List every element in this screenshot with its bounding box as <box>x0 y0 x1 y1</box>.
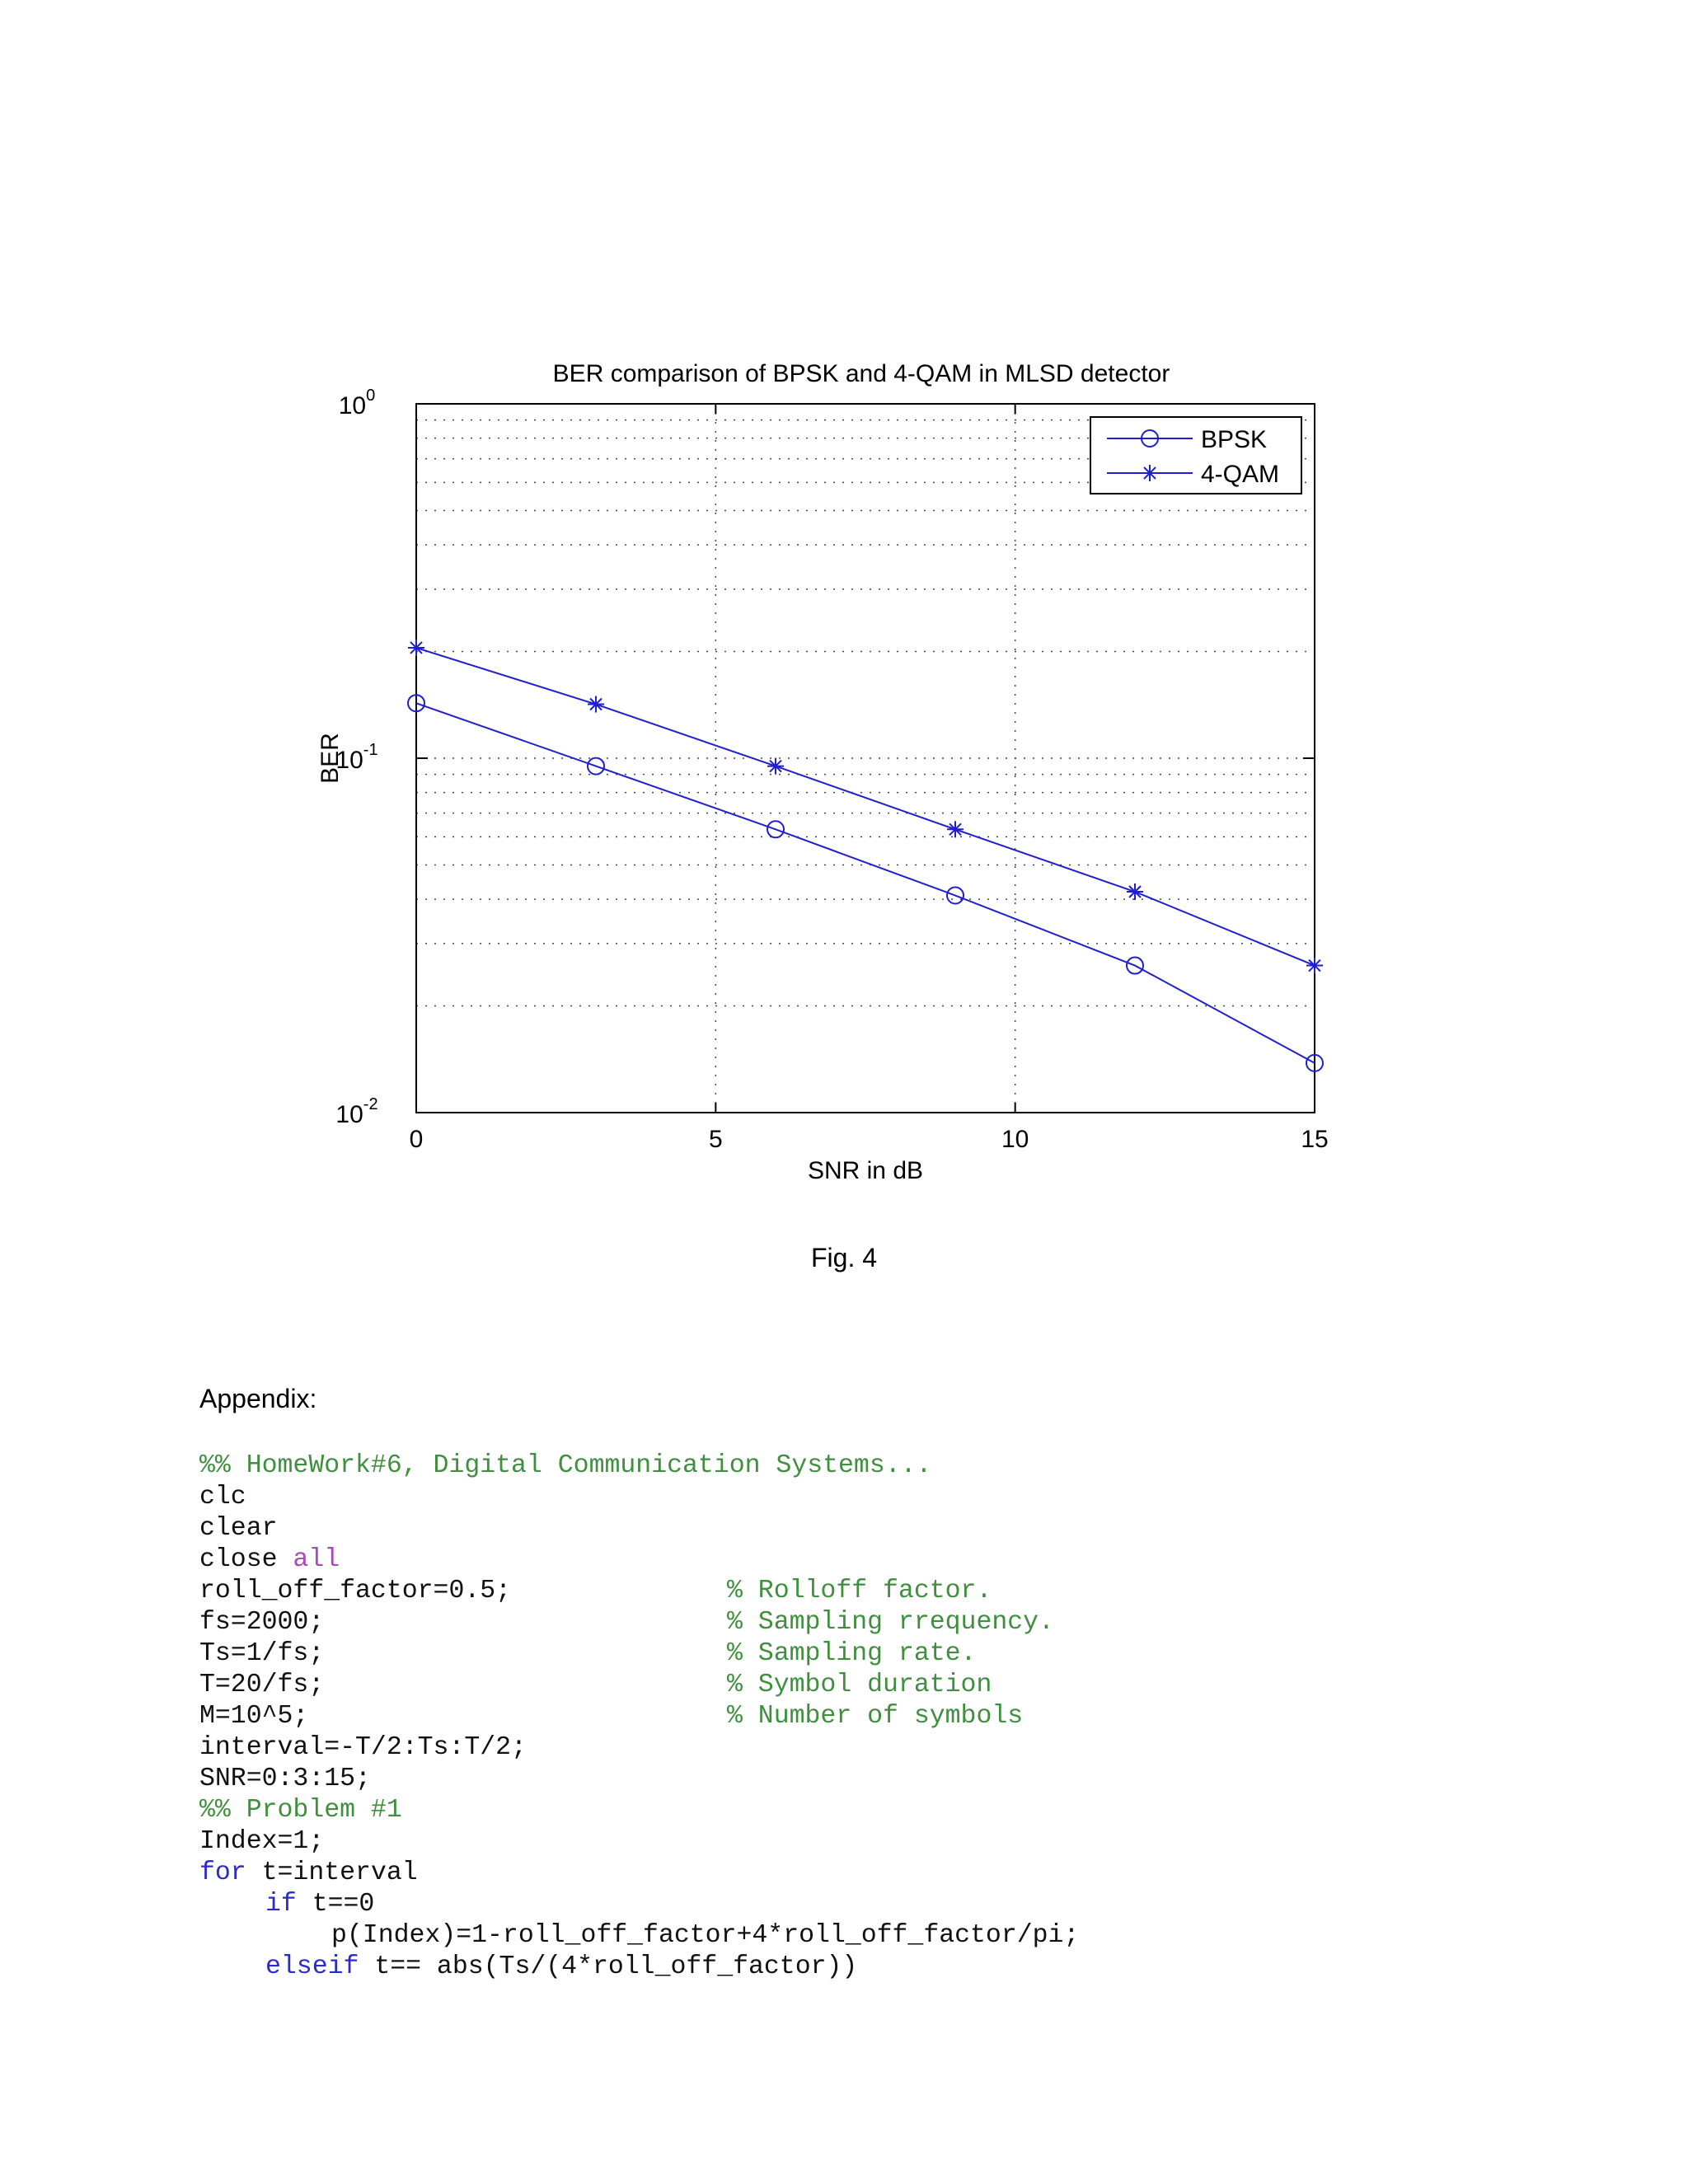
code-line <box>199 1513 1079 1544</box>
code-text: fs=2000; <box>199 1608 325 1637</box>
data-point-4-qam <box>408 640 424 656</box>
code-line <box>199 1482 1079 1513</box>
code-text: clc <box>199 1483 246 1511</box>
data-point-4-qam <box>1306 958 1323 974</box>
code-line <box>199 1889 1079 1920</box>
x-tick-label: 5 <box>708 1126 723 1153</box>
code-text: p(Index)=1-roll_off_factor+4*roll_off_factor/pi; <box>331 1921 1080 1950</box>
code-text: t== abs(Ts/(4*roll_off_factor)) <box>359 1952 858 1981</box>
code-comment: % Number of symbols <box>727 1702 1024 1731</box>
y-axis-ticks <box>335 387 1315 1128</box>
chart-series <box>408 640 1323 1071</box>
y-tick-label: $10^{-1}$ <box>335 741 378 774</box>
code-text: Index=1; <box>199 1827 325 1856</box>
code-line <box>199 1795 1079 1826</box>
legend <box>1090 417 1301 494</box>
code-text: M=10^5; <box>199 1702 309 1731</box>
code-line <box>199 1638 1079 1670</box>
code-keyword: elseif <box>265 1952 359 1981</box>
code-line <box>199 1732 1079 1764</box>
code-comment: % Rolloff factor. <box>727 1577 992 1605</box>
chart-title: BER comparison of BPSK and 4-QAM in MLSD detector <box>552 360 1170 387</box>
code-text: Ts=1/fs; <box>199 1639 325 1668</box>
x-tick-label: 10 <box>1001 1126 1029 1153</box>
data-point-4-qam <box>588 696 604 713</box>
code-line <box>199 1826 1079 1858</box>
code-line <box>199 1576 1079 1607</box>
code-text: roll_off_factor=0.5; <box>199 1577 512 1605</box>
plot-area-border <box>416 404 1315 1113</box>
legend-label-bpsk: BPSK <box>1201 426 1268 453</box>
code-string: all <box>293 1545 340 1574</box>
x-axis-ticks <box>410 404 1329 1153</box>
code-comment: %% HomeWork#6, Digital Communication Systems... <box>199 1451 932 1480</box>
code-text: SNR=0:3:15; <box>199 1765 371 1793</box>
code-line <box>199 1451 1079 1482</box>
code-text: clear <box>199 1514 278 1543</box>
appendix-heading: Appendix: <box>199 1384 317 1413</box>
legend-label-4-qam: 4-QAM <box>1201 461 1280 488</box>
code-line <box>199 1607 1079 1638</box>
code-text: t==0 <box>296 1890 375 1919</box>
code-line <box>199 1670 1079 1701</box>
series-line-4-qam <box>416 648 1315 966</box>
code-line <box>199 1544 1079 1576</box>
code-comment: % Sampling rate. <box>727 1639 977 1668</box>
code-listing <box>199 1451 1079 1983</box>
y-tick-label: $10^{-2}$ <box>335 1095 378 1128</box>
x-axis-label: SNR in dB <box>807 1157 924 1184</box>
code-text: interval=-T/2:Ts:T/2; <box>199 1733 527 1762</box>
x-tick-label: 0 <box>409 1126 424 1153</box>
code-text: t=interval <box>246 1858 418 1887</box>
code-text: T=20/fs; <box>199 1671 325 1699</box>
code-keyword: for <box>199 1858 246 1887</box>
code-comment: %% Problem #1 <box>199 1796 402 1825</box>
series-line-bpsk <box>416 703 1315 1063</box>
code-line <box>199 1764 1079 1795</box>
chart-grid <box>416 404 1315 1113</box>
code-comment: % Sampling rrequency. <box>727 1608 1054 1637</box>
code-keyword: if <box>265 1890 297 1919</box>
code-comment: % Symbol duration <box>727 1671 992 1699</box>
data-point-4-qam <box>947 821 964 837</box>
code-line <box>199 1920 1079 1952</box>
code-line <box>199 1701 1079 1732</box>
code-line <box>199 1858 1079 1889</box>
data-point-4-qam <box>767 758 784 775</box>
figure-caption: Fig. 4 <box>810 1243 878 1272</box>
legend-marker-4-qam <box>1142 465 1158 481</box>
data-point-4-qam <box>1127 883 1143 900</box>
y-axis-label: BER <box>316 733 344 784</box>
y-tick-label: $10^0$ <box>338 387 376 419</box>
code-line <box>199 1952 1079 1983</box>
code-text: close <box>199 1545 293 1574</box>
x-tick-label: 15 <box>1301 1126 1329 1153</box>
